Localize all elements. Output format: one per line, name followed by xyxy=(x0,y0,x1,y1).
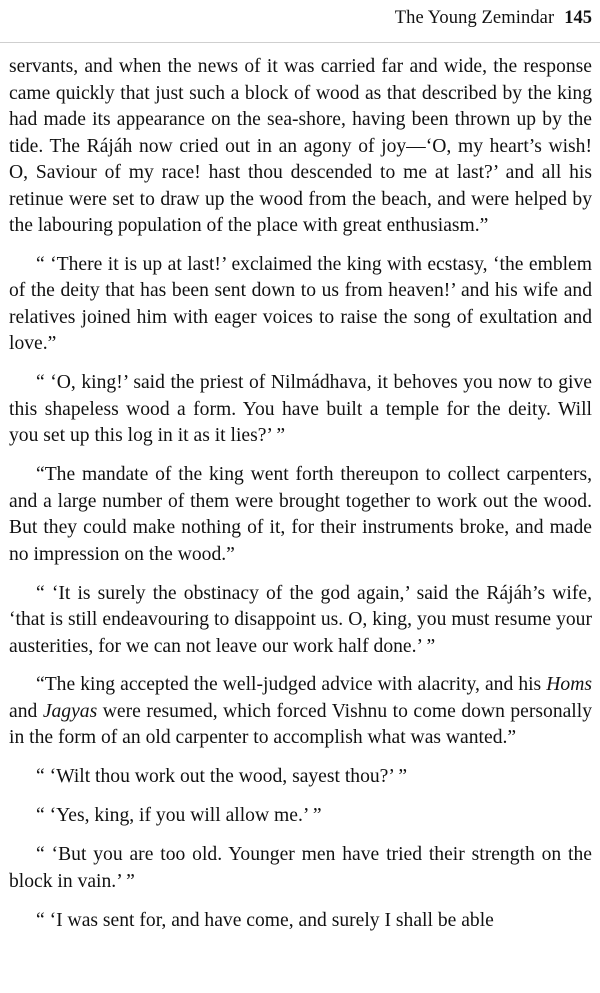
paragraph xyxy=(9,54,592,240)
italic-term: Homs xyxy=(546,674,592,696)
running-head xyxy=(395,6,592,30)
text-run: “ ‘O, king!’ said the priest of Nilmádhava, it behoves you now to give this shapeless wood a form. You have built a temple for the deity. Will you set up this log in it as it lies?’ ” xyxy=(9,372,592,447)
italic-term: Jagyas xyxy=(42,700,98,722)
header-rule xyxy=(0,42,600,43)
running-head-title: The Young Zemindar xyxy=(394,8,555,28)
text-run: servants, and when the news of it was carried far and wide, the response came quickly that just such a block of wood as that described by the king had made its appearance on the sea-shore, having been thrown up by the tide. The Rájáh now cried out in an agony of joy—‘O, my heart’s wish! O, Saviour of my race! hast thou descended to me at last?’ and all his retinue were set to draw up the wood from the beach, and were helped by the labouring population of the place with great enthusiasm.” xyxy=(9,56,592,236)
text-run: “The king accepted the well-judged advice with alacrity, and his xyxy=(36,674,547,696)
paragraph xyxy=(9,370,592,450)
text-run: “The mandate of the king went forth thereupon to collect carpenters, and a large number of them were brought together to work out the wood. But they could make nothing of it, for their instruments broke, and made no impression on the wood.” xyxy=(9,464,592,565)
paragraph xyxy=(9,252,592,358)
paragraph xyxy=(9,764,592,791)
text-run: “ ‘It is surely the obstinacy of the god again,’ said the Rájáh’s wife, ‘that is still endeavouring to disappoint us. O, king, you must resume your austerities, for we can not leave our work half done.’ ” xyxy=(9,582,592,657)
page-number: 145 xyxy=(564,8,592,28)
text-run: “ ‘Yes, king, if you will allow me.’ ” xyxy=(36,805,322,827)
paragraph xyxy=(9,908,592,935)
text-run: “ ‘I was sent for, and have come, and surely I shall be able xyxy=(36,909,494,931)
paragraph xyxy=(9,672,592,752)
text-run: and xyxy=(9,700,43,722)
text-run: “ ‘But you are too old. Younger men have tried their strength on the block in vain.’ ” xyxy=(9,844,592,892)
text-run: were resumed, which forced Vishnu to come down personally in the form of an old carpenter to accomplish what was wanted.” xyxy=(9,700,592,749)
text-run: “ ‘Wilt thou work out the wood, sayest thou?’ ” xyxy=(36,766,408,788)
text-run: “ ‘There it is up at last!’ exclaimed the king with ecstasy, ‘the emblem of the deity that has been sent down to us from heaven!’ and his wife and relatives joined him with eager voices to raise the song of exultation and love.” xyxy=(9,253,592,355)
body-text xyxy=(9,54,592,934)
paragraph xyxy=(9,462,592,568)
paragraph xyxy=(9,842,592,895)
paragraph xyxy=(9,803,592,830)
paragraph xyxy=(9,581,592,661)
